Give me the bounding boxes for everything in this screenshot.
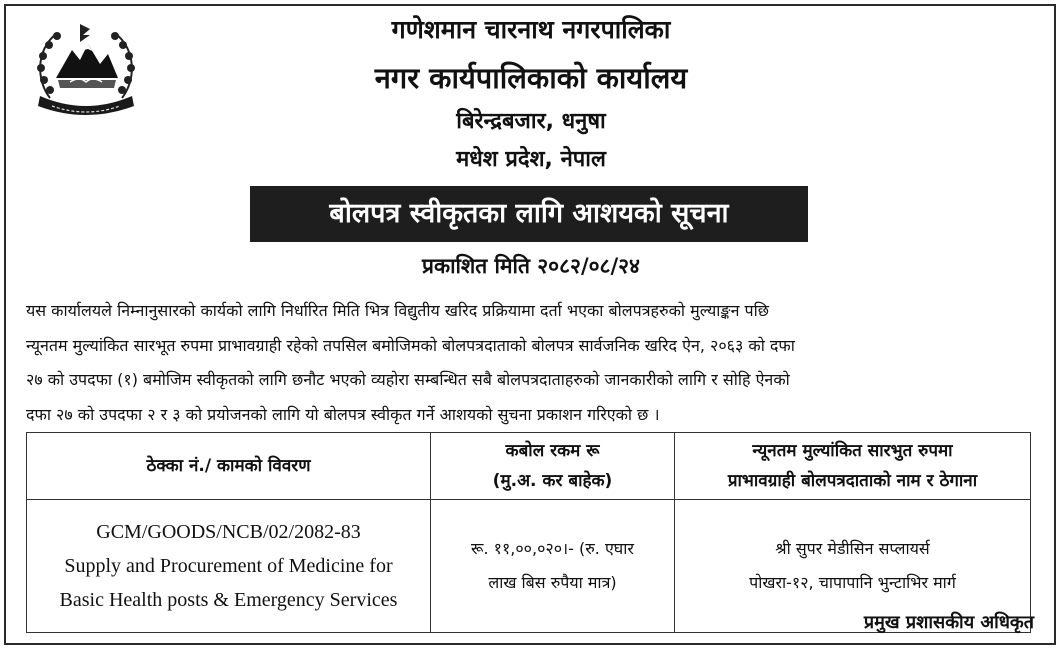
body-line: २७ को उपदफा (१) बमोजिम स्वीकृतको लागि छनौट भएको व्यहोरा सम्बन्धित सबै बोलपत्रदाताहरुको जानकारीको लागि र सोहि ऐनको <box>26 370 790 389</box>
contract-description: Basic Health posts & Emergency Services <box>59 589 398 611</box>
office-name: नगर कार्यपालिकाको कार्यालय <box>374 61 688 95</box>
body-line: दफा २७ को उपदफा २ र ३ को प्रयोजनको लागि यो बोलपत्र स्वीकृत गर्ने आशयको सुचना प्रकाशन गरिएको छ । <box>26 404 660 424</box>
bid-amount-words: लाख बिस रुपैया मात्र) <box>488 573 617 592</box>
province-country: मधेश प्रदेश, नेपाल <box>456 147 606 172</box>
notice-title-banner: बोलपत्र स्वीकृतका लागि आशयको सूचना <box>250 186 808 242</box>
body-line: यस कार्यालयले निम्नानुसारको कार्यको लागि निर्धारित मिति भित्र विद्युतीय खरिद प्रक्रियामा दर्ता भएका बोलपत्रहरुको मुल्याङ्कन पछि <box>26 301 769 320</box>
header-contract-description <box>27 433 431 500</box>
table-header-row <box>27 433 1031 500</box>
header-label: प्राभावग्राही बोलपत्रदाताको नाम र ठेगाना <box>727 471 978 491</box>
header-bid-amount <box>431 433 675 500</box>
bidder-name: श्री सुपर मेडीसिन सप्लायर्स <box>775 539 930 558</box>
header-label: (मु.अ. कर बाहेक) <box>492 471 613 491</box>
municipality-name: गणेशमान चारनाथ नगरपालिका <box>391 15 671 44</box>
body-line: न्यूनतम मुल्यांकित सारभूत रुपमा प्राभावग्राही रहेको तपसिल बमोजिमको बोलपत्रदाताको बोलपत्र सार्वजनिक खरिद ऐन, २०६३ को दफा <box>26 335 795 355</box>
contract-number: GCM/GOODS/NCB/02/2082-83 <box>96 521 361 543</box>
header-label: न्यूनतम मुल्यांकित सारभुत रुपमा <box>752 441 953 461</box>
signoff-officer: प्रमुख प्रशासकीय अधिकृत <box>863 612 1034 633</box>
bid-amount: रू. ११,००,०२०।- (रु. एघार <box>471 539 634 558</box>
published-date: प्रकाशित मिति २०८२/०८/२४ <box>422 254 640 278</box>
amount-cell <box>431 500 675 633</box>
header-bidder-info <box>675 433 1031 500</box>
notice-body <box>26 294 1042 432</box>
bid-table <box>26 432 1031 633</box>
header-label: कबोल रकम रू <box>505 441 600 461</box>
office-address: बिरेन्द्रबजार, धनुषा <box>456 109 606 134</box>
contract-cell <box>27 500 431 633</box>
bidder-address: पोखरा-१२, चापापानि भुन्टाभिर मार्ग <box>749 573 956 592</box>
contract-description: Supply and Procurement of Medicine for <box>64 555 393 577</box>
header-label: ठेक्का नं./ कामको विवरण <box>146 456 311 476</box>
